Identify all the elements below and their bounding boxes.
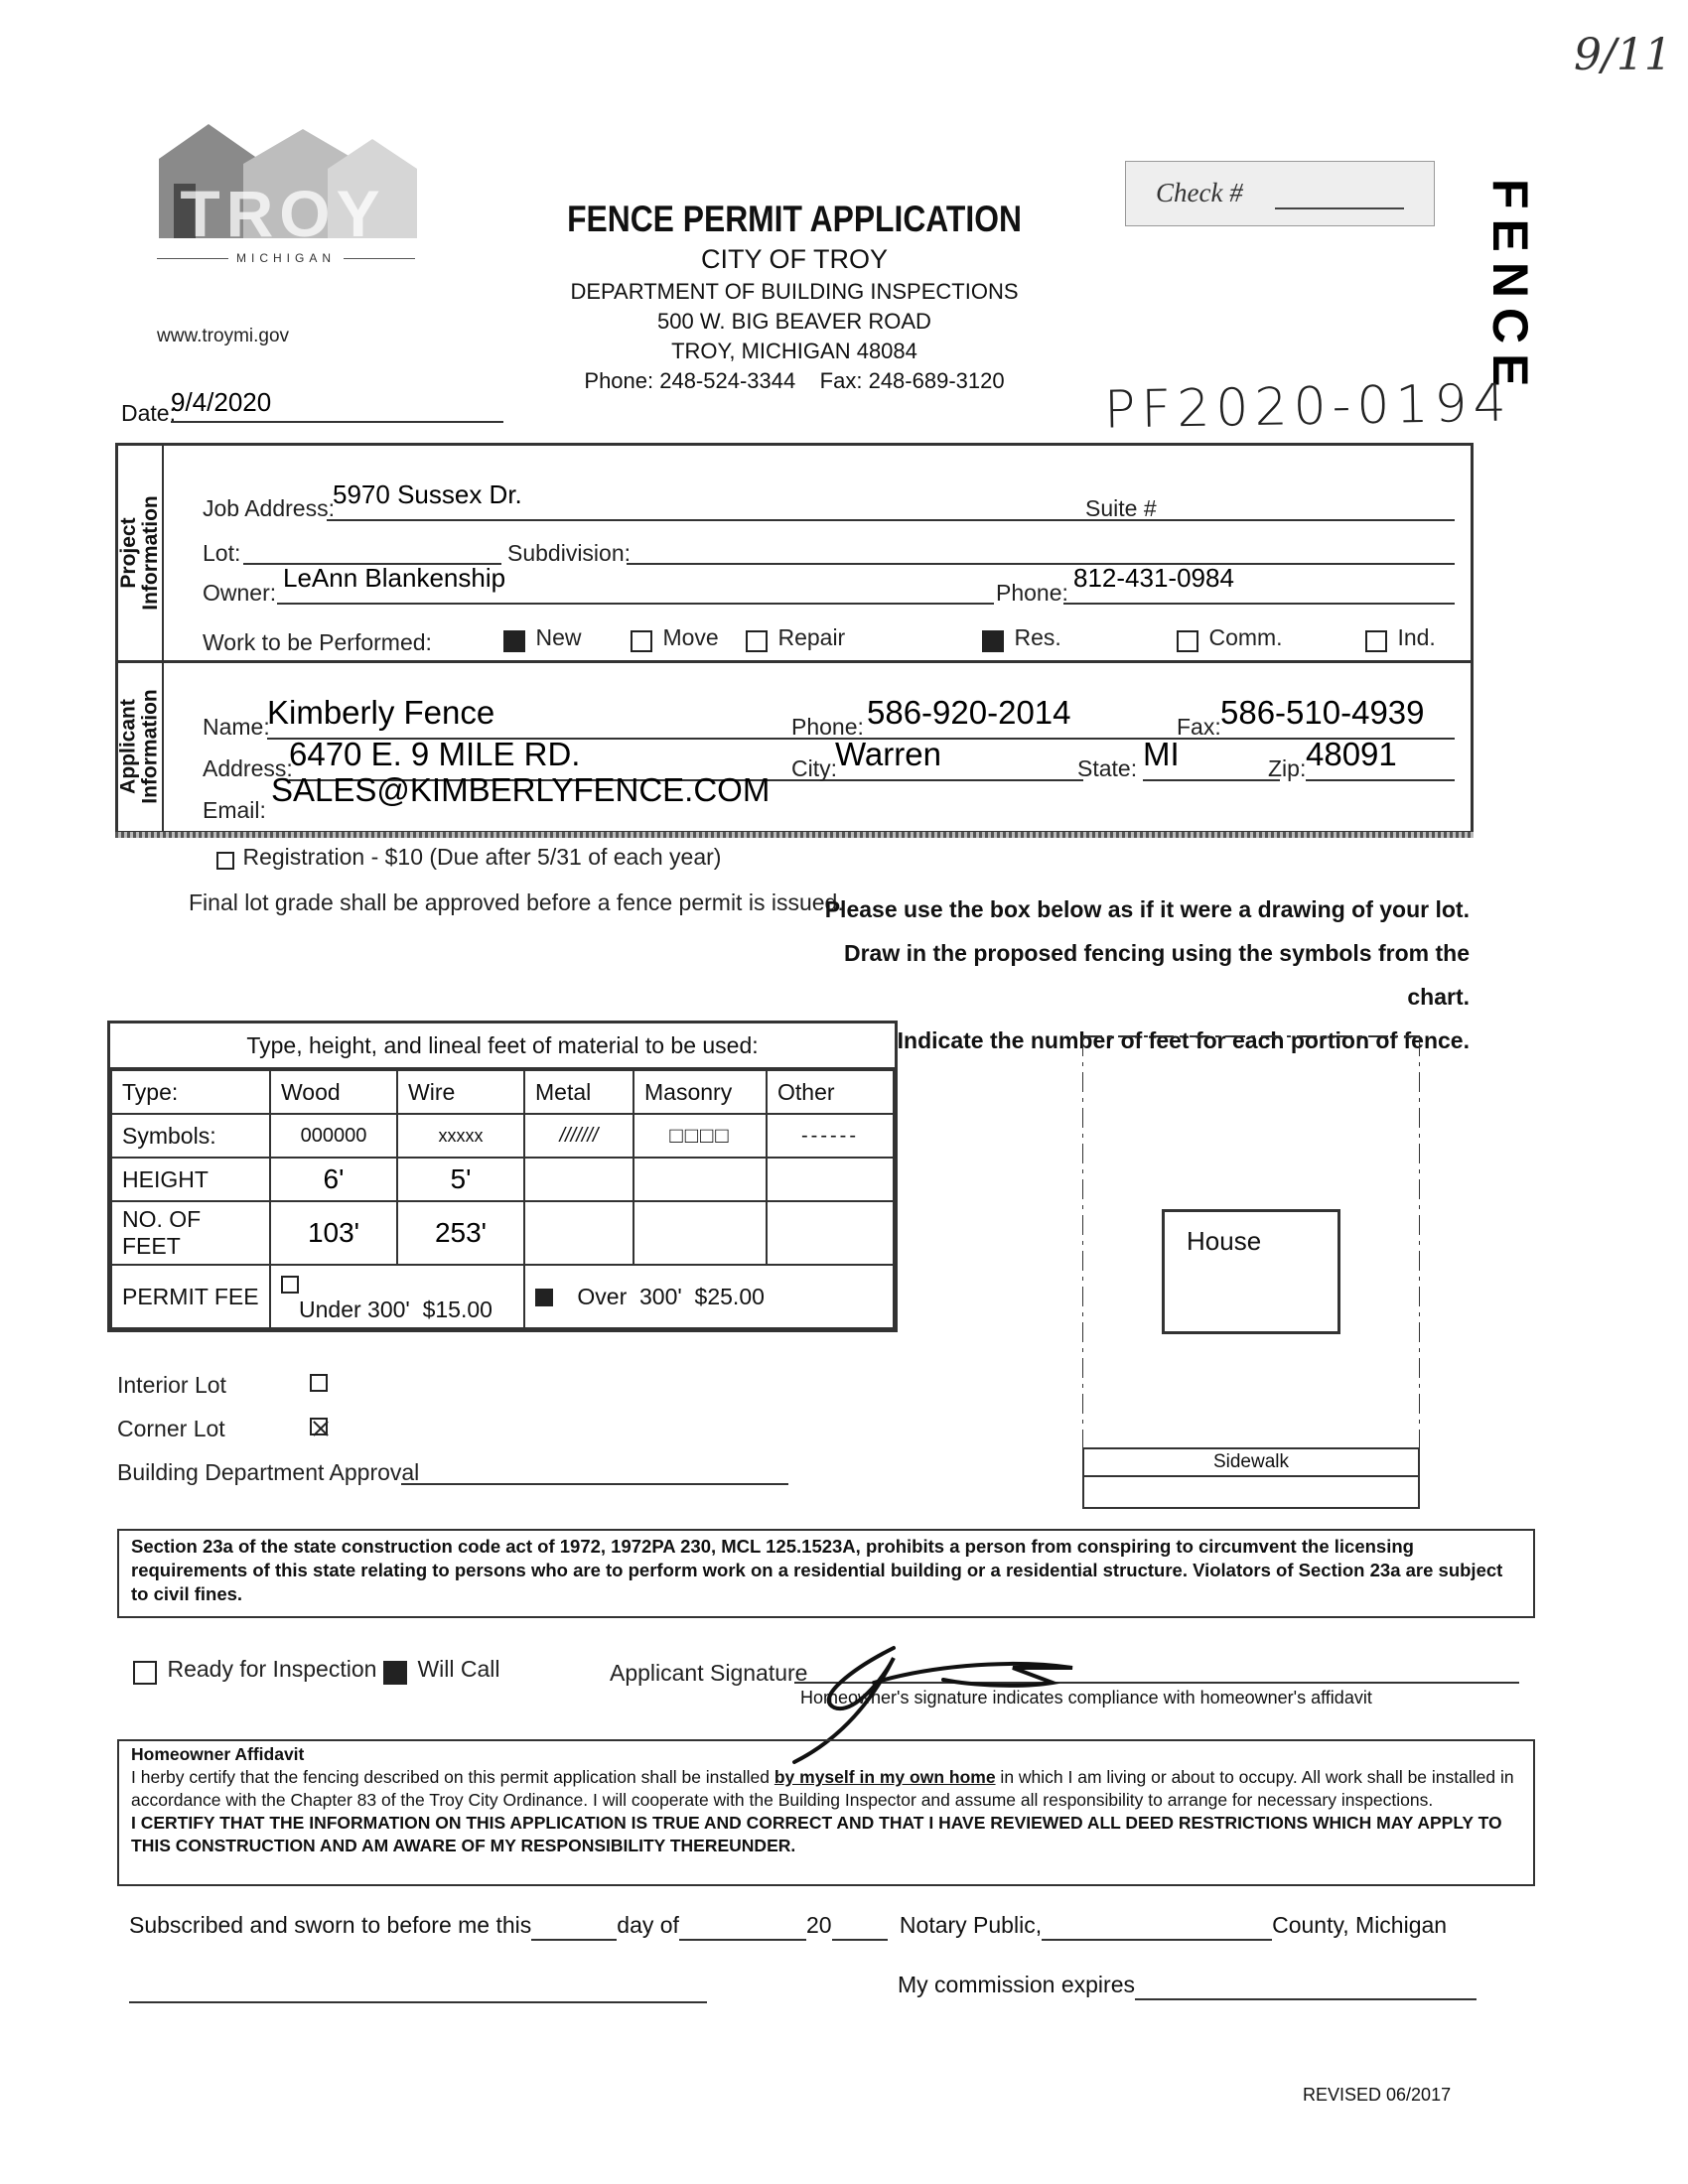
sworn-label: Subscribed and sworn to before me this — [129, 1912, 532, 1938]
approval-field[interactable] — [401, 1457, 788, 1485]
will-call-label: Will Call — [417, 1656, 500, 1682]
checkbox-new[interactable] — [503, 630, 525, 652]
applicant-fax-field[interactable] — [1220, 694, 1455, 740]
checkbox-interior-lot[interactable] — [310, 1374, 328, 1392]
symbol-masonry: □□□□ — [633, 1114, 767, 1158]
commission-label: My commission expires — [898, 1972, 1135, 1997]
applicant-name-label: Name: — [203, 714, 270, 740]
applicant-signature-label: Applicant Signature — [610, 1660, 808, 1686]
materials-caption: Type, height, and lineal feet of material to be used: — [110, 1024, 895, 1069]
materials-table — [107, 1021, 898, 1332]
work-option-label: Repair — [777, 624, 846, 650]
approval-label: Building Department Approval — [117, 1459, 420, 1485]
checkbox-repair[interactable] — [746, 630, 768, 652]
applicant-name-value: Kimberly Fence — [267, 694, 495, 731]
applicant-city-value: Warren — [835, 736, 941, 772]
owner-phone-label: Phone: — [996, 580, 1068, 606]
affidavit-text-a: I herby certify that the fencing described on this permit application shall be installed — [131, 1767, 774, 1787]
checkbox-will-call[interactable] — [383, 1661, 407, 1685]
registration-option[interactable] — [216, 844, 721, 871]
checkbox-ready-for-inspection[interactable] — [133, 1661, 157, 1685]
work-option-label: Comm. — [1208, 624, 1283, 650]
work-option-label: Move — [662, 624, 719, 650]
sworn-month-field[interactable] — [679, 1912, 806, 1941]
twenty-label: 20 — [805, 1912, 832, 1938]
feet-masonry[interactable] — [633, 1201, 767, 1265]
interior-lot-label: Interior Lot — [117, 1372, 226, 1398]
lot-field[interactable] — [243, 533, 501, 565]
owner-phone-field[interactable] — [1063, 563, 1455, 605]
height-label: HEIGHT — [111, 1158, 270, 1201]
applicant-fax-value: 586-510-4939 — [1220, 694, 1425, 731]
fee-over-option[interactable] — [524, 1265, 894, 1328]
registration-label: Registration - $10 (Due after 5/31 of each year) — [242, 844, 722, 870]
applicant-zip-value: 48091 — [1306, 736, 1397, 772]
work-option-new[interactable] — [503, 624, 581, 652]
city-name: CITY OF TROY — [700, 244, 889, 274]
symbol-wood: 000000 — [270, 1114, 397, 1158]
final-grade-note: Final lot grade shall be approved before a fence permit is issued. — [189, 889, 844, 915]
applicant-city-field[interactable] — [835, 736, 1083, 781]
applicant-phone-label: Phone: — [791, 714, 864, 740]
applicant-info-label: Applicant Information — [117, 689, 163, 804]
applicant-city-label: City: — [791, 755, 837, 781]
feet-wire[interactable]: 253' — [397, 1201, 524, 1265]
troy-logo — [149, 114, 417, 273]
job-address-field[interactable] — [327, 479, 1181, 521]
owner-value: LeAnn Blankenship — [283, 563, 506, 593]
date-label: Date: — [121, 400, 176, 426]
signature-note: Homeowner's signature indicates compliance with homeowner's affidavit — [800, 1688, 1372, 1707]
checkbox-res[interactable] — [982, 630, 1004, 652]
affidavit-text-c: in which I am living or about to occupy. All work shall be installed in accordance with the Chapter 83 of the Troy City Ordinance. I will cooperate with the Building Inspector and assume all responsibility to arrange for necessary inspections. — [131, 1767, 1514, 1810]
subdivision-label: Subdivision: — [507, 540, 632, 566]
applicant-phone-value: 586-920-2014 — [867, 694, 1071, 731]
fee-over-label: Over 300' $25.00 — [577, 1283, 765, 1309]
type-wood: Wood — [270, 1070, 397, 1114]
sworn-day-field[interactable] — [531, 1912, 617, 1941]
applicant-state-field[interactable] — [1143, 736, 1280, 781]
checkbox-ind[interactable] — [1365, 630, 1387, 652]
project-info-box — [115, 443, 1474, 663]
checkbox-corner-lot[interactable] — [310, 1418, 328, 1435]
check-number-label: Check # — [1156, 178, 1243, 207]
checkbox-move[interactable] — [631, 630, 652, 652]
feet-wood[interactable]: 103' — [270, 1201, 397, 1265]
affidavit-text-underlined: by myself in my own home — [774, 1767, 996, 1787]
logo-word: TROY — [180, 177, 386, 250]
instruction-line: Indicate the number of feet for each portion of fence. — [897, 1027, 1470, 1053]
department: DEPARTMENT OF BUILDING INSPECTIONS — [570, 279, 1019, 304]
owner-phone-value: 812-431-0984 — [1073, 563, 1234, 593]
side-tab-fence: FENCE — [1482, 179, 1538, 397]
checkbox-fee-over[interactable] — [535, 1289, 553, 1306]
work-option-label: Res. — [1014, 624, 1061, 650]
affidavit-box — [117, 1739, 1535, 1886]
city-state-zip: TROY, MICHIGAN 48084 — [671, 339, 917, 363]
work-option-comm[interactable] — [1177, 624, 1283, 652]
height-other[interactable] — [767, 1158, 894, 1201]
applicant-address-label: Address: — [203, 755, 293, 781]
applicant-zip-label: Zip: — [1268, 755, 1307, 781]
applicant-email-label: Email: — [203, 797, 266, 823]
lot-label: Lot: — [203, 540, 241, 566]
applicant-state-label: State: — [1077, 755, 1138, 781]
date-field[interactable] — [171, 387, 503, 423]
work-label: Work to be Performed: — [203, 629, 432, 655]
project-info-label: Project Information — [117, 495, 162, 611]
permit-number: PF2020-0194 — [1103, 373, 1513, 441]
work-option-move[interactable] — [631, 624, 719, 652]
day-of-label: day of — [617, 1912, 679, 1938]
symbol-wire: xxxxx — [397, 1114, 524, 1158]
symbol-other: ------ — [767, 1114, 894, 1158]
feet-label: NO. OF FEET — [111, 1201, 270, 1265]
scan-border-shadow — [115, 832, 1474, 838]
street-address: 500 W. BIG BEAVER ROAD — [657, 309, 931, 334]
work-option-label: Ind. — [1397, 624, 1436, 650]
instruction-line: Draw in the proposed fencing using the symbols from the chart. — [843, 940, 1470, 1010]
height-wood[interactable]: 6' — [270, 1158, 397, 1201]
applicant-email-field[interactable] — [271, 771, 867, 815]
notary-public-label: Notary Public, — [899, 1912, 1043, 1938]
job-address-value: 5970 Sussex Dr. — [333, 479, 522, 509]
owner-label: Owner: — [203, 580, 277, 606]
sidewalk-label: Sidewalk — [1084, 1449, 1418, 1477]
check-number-box[interactable] — [1125, 161, 1435, 226]
applicant-email-value: SALES@KIMBERLYFENCE.COM — [271, 771, 771, 808]
fee-under-option[interactable] — [270, 1265, 524, 1328]
height-masonry[interactable] — [633, 1158, 767, 1201]
checkbox-comm[interactable] — [1177, 630, 1198, 652]
applicant-fax-label: Fax: — [1177, 714, 1221, 740]
checkbox-fee-under[interactable] — [281, 1276, 299, 1294]
work-option-res[interactable] — [982, 624, 1061, 652]
type-metal: Metal — [524, 1070, 633, 1114]
sworn-year-field[interactable] — [832, 1912, 888, 1941]
commission-field[interactable] — [1135, 1972, 1477, 2000]
lot-drawing-area[interactable] — [1082, 1032, 1420, 1449]
ready-for-inspection-label: Ready for Inspection — [167, 1656, 377, 1682]
county-field[interactable] — [1042, 1912, 1272, 1941]
house-label: House — [1187, 1226, 1262, 1256]
form-header — [516, 199, 1072, 394]
website-link[interactable]: www.troymi.gov — [157, 326, 290, 346]
permit-fee-label: PERMIT FEE — [111, 1265, 270, 1328]
revised-date: REVISED 06/2017 — [1303, 2085, 1452, 2105]
date-value: 9/4/2020 — [171, 387, 272, 417]
symbols-label: Symbols: — [111, 1114, 270, 1158]
applicant-info-box — [115, 660, 1474, 834]
house-box — [1162, 1209, 1340, 1334]
sidewalk-box — [1082, 1447, 1420, 1509]
owner-field[interactable] — [277, 563, 994, 605]
notary-line — [129, 1912, 1447, 1941]
notary-signature-field[interactable] — [129, 1997, 707, 2003]
type-wire: Wire — [397, 1070, 524, 1114]
ready-for-inspection-option[interactable] — [133, 1656, 376, 1685]
suite-field[interactable] — [1155, 485, 1455, 521]
county-label: County, Michigan — [1272, 1912, 1448, 1938]
applicant-zip-field[interactable] — [1306, 736, 1455, 781]
fee-under-label: Under 300' $15.00 — [299, 1297, 492, 1322]
affidavit-title: Homeowner Affidavit — [131, 1744, 305, 1764]
form-title: FENCE PERMIT APPLICATION — [567, 199, 1022, 239]
symbol-metal: /////// — [524, 1114, 633, 1158]
job-address-label: Job Address: — [203, 495, 335, 521]
height-metal[interactable] — [524, 1158, 633, 1201]
applicant-address-value: 6470 E. 9 MILE RD. — [289, 736, 581, 772]
affidavit-certify: I CERTIFY THAT THE INFORMATION ON THIS APPLICATION IS TRUE AND CORRECT AND THAT I HAVE REVIEWED ALL DEED RESTRICTIONS WHICH MAY APPLY TO THIS CONSTRUCTION AND AM AWARE OF MY RESPONSIBILITY THEREUNDER. — [131, 1813, 1502, 1855]
type-label: Type: — [111, 1070, 270, 1114]
type-other: Other — [767, 1070, 894, 1114]
work-option-ind[interactable] — [1365, 624, 1436, 652]
corner-note: 9/11 — [1574, 30, 1672, 80]
work-option-repair[interactable] — [746, 624, 845, 652]
suite-label: Suite # — [1085, 495, 1157, 521]
subdivision-field[interactable] — [627, 533, 1455, 565]
height-wire[interactable]: 5' — [397, 1158, 524, 1201]
type-masonry: Masonry — [633, 1070, 767, 1114]
logo-subtitle: MICHIGAN — [236, 251, 336, 265]
commission-line — [898, 1972, 1477, 2000]
feet-other[interactable] — [767, 1201, 894, 1265]
phone-fax: Phone: 248-524-3344 Fax: 248-689-3120 — [584, 368, 1005, 393]
work-option-label: New — [535, 624, 582, 650]
checkbox-registration[interactable] — [216, 852, 234, 870]
will-call-option[interactable] — [383, 1656, 500, 1685]
affidavit-text — [131, 1766, 1521, 1812]
applicant-state-value: MI — [1143, 736, 1180, 772]
feet-metal[interactable] — [524, 1201, 633, 1265]
legal-notice: Section 23a of the state construction code act of 1972, 1972PA 230, MCL 125.1523A, prohibits a person from conspiring to circumvent the licensing requirements of this state relating to persons who are to perform work on a residential building or a residential structure. Violators of Section 23a are subject to civil fines. — [117, 1529, 1535, 1618]
instruction-line: Please use the box below as if it were a drawing of your lot. — [824, 896, 1470, 922]
corner-lot-label: Corner Lot — [117, 1416, 225, 1441]
